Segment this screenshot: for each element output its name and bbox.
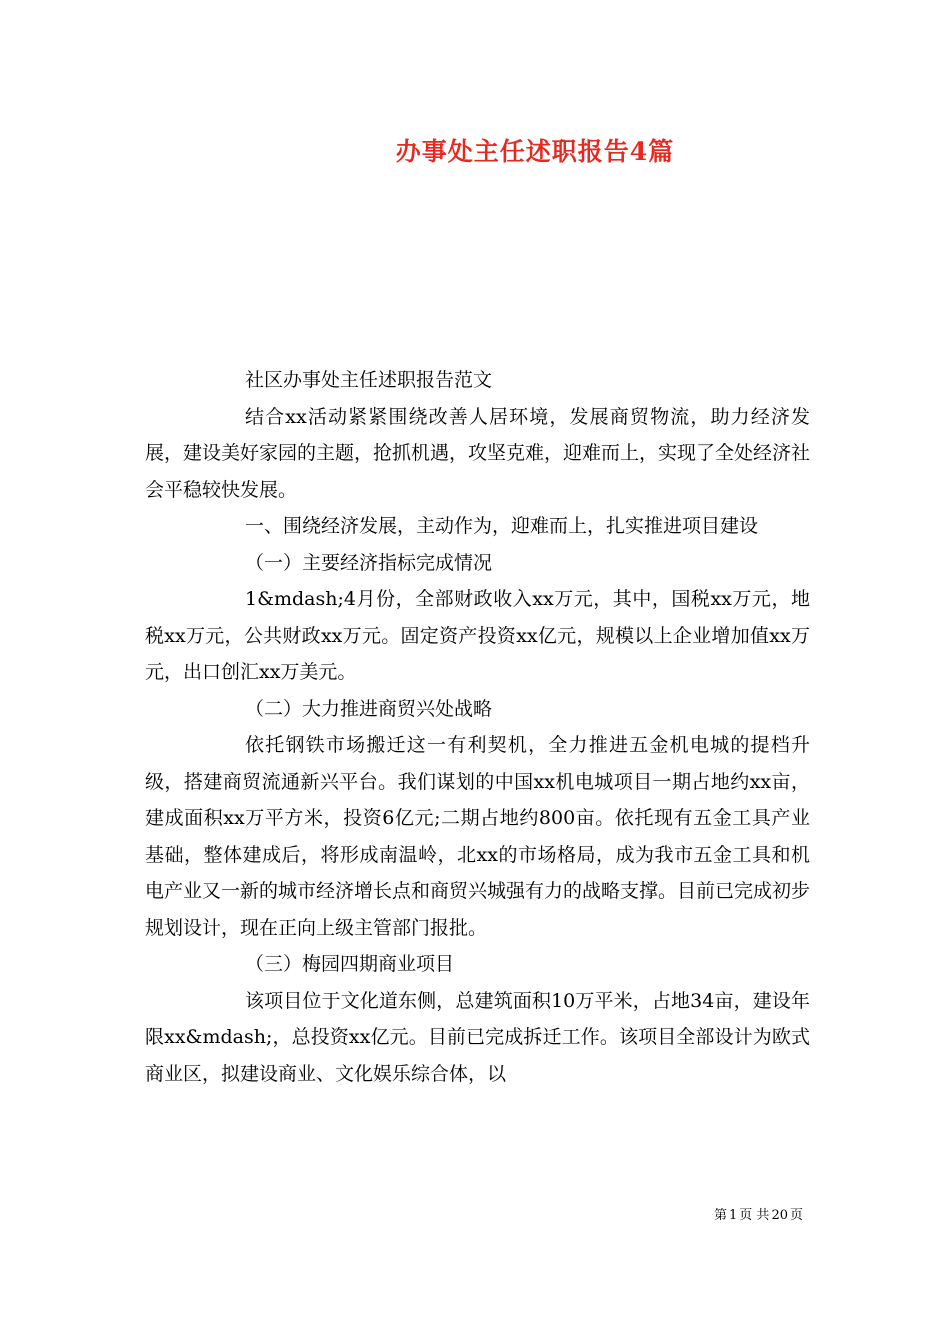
body-paragraph: 该项目位于文化道东侧，总建筑面积10万平米，占地34亩，建设年限xx&mdash;，总投资xx亿元。目前已完成拆迁工作。该项目全部设计为欧式商业区，拟建设商业、文化娱乐综合体，以 (145, 989, 810, 1085)
subsection-heading: （一）主要经济指标完成情况 (245, 551, 493, 574)
subsection-heading: （二）大力推进商贸兴处战略 (245, 697, 493, 720)
body-paragraph: 1&mdash;4月份，全部财政收入xx万元，其中，国税xx万元，地税xx万元，公共财政xx万元。固定资产投资xx亿元，规模以上企业增加值xx万元，出口创汇xx万美元。 (145, 588, 810, 683)
footer-total-pages: 20 (771, 1208, 788, 1223)
page-footer (713, 1204, 804, 1223)
section-heading: 一、围绕经济发展，主动作为，迎难而上，扎实推进项目建设 (245, 515, 759, 537)
footer-suffix: 页 (789, 1208, 803, 1223)
section-heading: 社区办事处主任述职报告范文 (245, 369, 493, 391)
subsection-heading: （三）梅园四期商业项目 (245, 953, 455, 975)
footer-middle: 页 共 (739, 1208, 770, 1223)
document-body (145, 362, 810, 1092)
body-paragraph: 依托钢铁市场搬迁这一有利契机，全力推进五金机电城的提档升级，搭建商贸流通新兴平台。我们谋划的中国xx机电城项目一期占地约xx亩，建成面积xx万平方米，投资6亿元;二期占地约800亩。依托现有五金工具产业基础，整体建成后，将形成南温岭，北xx的市场格局，成为我市五金工具和机电产业又一新的城市经济增长点和商贸兴城强有力的战略支撑。目前已完成初步规划设计，现在正向上级主管部门报批。 (145, 734, 811, 939)
document-title: 办事处主任述职报告4篇 (395, 137, 675, 166)
body-paragraph: 结合xx活动紧紧围绕改善人居环境，发展商贸物流，助力经济发展，建设美好家园的主题，抢抓机遇，攻坚克难，迎难而上，实现了全处经济社会平稳较快发展。 (145, 405, 811, 501)
footer-prefix: 第 (714, 1208, 728, 1223)
footer-page-number: 1 (729, 1208, 738, 1223)
